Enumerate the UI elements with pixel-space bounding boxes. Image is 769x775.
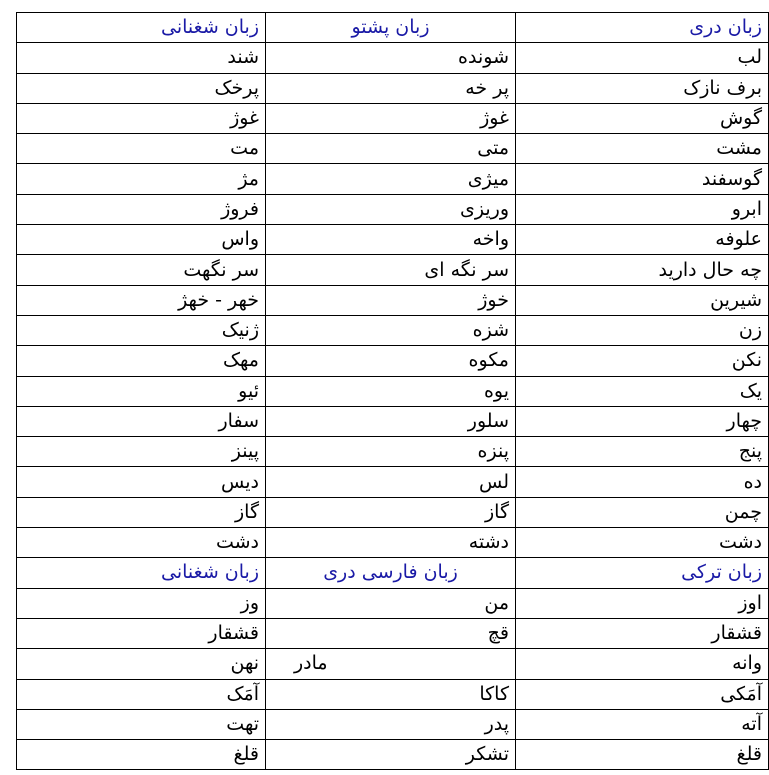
word-text: وز xyxy=(240,591,259,614)
word-cell xyxy=(17,134,266,164)
word-cell xyxy=(516,467,769,497)
word-text: یوه xyxy=(483,379,509,402)
word-cell xyxy=(516,346,769,376)
word-text: غوژ xyxy=(480,107,509,130)
word-cell xyxy=(266,73,516,103)
word-cell xyxy=(266,467,516,497)
word-cell xyxy=(17,376,266,406)
word-cell xyxy=(266,346,516,376)
word-cell xyxy=(266,103,516,133)
word-cell xyxy=(516,73,769,103)
column-header-text: زبان شغنانی xyxy=(161,561,259,584)
word-text: سلور xyxy=(467,410,509,432)
word-cell xyxy=(266,164,516,194)
word-text: ابرو xyxy=(731,197,762,220)
section2-table-row xyxy=(17,649,769,679)
section1-table-row xyxy=(17,497,769,527)
word-text: قچ xyxy=(487,622,509,645)
word-cell xyxy=(516,618,769,648)
word-cell xyxy=(516,134,769,164)
word-cell xyxy=(17,194,266,224)
section1-table-row xyxy=(17,255,769,285)
word-text: پر خه xyxy=(465,76,509,99)
section1-table-row xyxy=(17,315,769,345)
word-cell xyxy=(266,709,516,739)
word-text: نهن xyxy=(230,652,259,675)
word-text: تهت xyxy=(226,712,259,735)
word-cell xyxy=(17,740,266,770)
word-text: قشقار xyxy=(711,622,762,645)
word-text: شونده xyxy=(458,46,509,69)
word-text: خوژ xyxy=(478,288,509,311)
word-cell xyxy=(17,225,266,255)
word-cell xyxy=(266,437,516,467)
word-cell xyxy=(266,740,516,770)
word-text: واس xyxy=(221,228,259,251)
word-cell xyxy=(266,588,516,618)
column-header-cell xyxy=(17,13,266,43)
word-text: ده xyxy=(743,470,762,493)
word-cell xyxy=(266,285,516,315)
column-header-cell xyxy=(266,13,516,43)
word-text: مت xyxy=(230,137,259,160)
section1-table-row xyxy=(17,346,769,376)
section2-table-row xyxy=(17,740,769,770)
word-text: سر نگهت xyxy=(183,258,259,281)
word-text: وریزی xyxy=(460,197,509,220)
column-header-text: زبان ترکی xyxy=(681,561,762,584)
word-text: یک xyxy=(739,379,762,402)
word-cell xyxy=(516,164,769,194)
section1-table-row xyxy=(17,103,769,133)
vocabulary-table xyxy=(16,12,769,770)
word-text: دشته xyxy=(468,531,509,554)
word-text: دیس xyxy=(221,470,259,493)
section2-table-row xyxy=(17,709,769,739)
word-text: برف نازک xyxy=(683,76,762,99)
mother-note-text: مادر xyxy=(294,652,328,675)
word-text: شند xyxy=(227,46,259,69)
word-cell xyxy=(266,43,516,73)
word-text: مکوه xyxy=(468,349,509,372)
section1-table-row xyxy=(17,164,769,194)
word-text: پنج xyxy=(738,440,762,463)
word-cell xyxy=(17,679,266,709)
word-cell xyxy=(516,103,769,133)
column-header-cell xyxy=(516,13,769,43)
word-text: وانه xyxy=(732,652,762,675)
word-cell xyxy=(17,346,266,376)
word-text: نکن xyxy=(731,349,762,372)
word-cell xyxy=(266,497,516,527)
word-text: غوژ xyxy=(230,107,259,130)
word-text: مشت xyxy=(716,137,762,160)
word-text: چه حال دارید xyxy=(658,258,762,281)
word-text: لس xyxy=(478,470,509,493)
word-cell xyxy=(516,406,769,436)
word-text: پینز xyxy=(231,440,259,463)
word-cell xyxy=(17,255,266,285)
word-text: قلغ xyxy=(736,743,762,766)
word-cell xyxy=(17,588,266,618)
word-cell xyxy=(516,376,769,406)
word-cell xyxy=(17,709,266,739)
column-header-text: زبان فارسی دری xyxy=(323,561,458,584)
word-text: گاز xyxy=(484,500,509,523)
section1-table-row xyxy=(17,437,769,467)
column-header-text: زبان دری xyxy=(689,16,762,39)
section1-table-row xyxy=(17,467,769,497)
word-text: اوز xyxy=(738,591,762,614)
section1-table-row xyxy=(17,134,769,164)
word-cell xyxy=(516,194,769,224)
word-cell xyxy=(516,315,769,345)
word-text: آمَکی xyxy=(720,682,762,705)
word-text: تشکر xyxy=(465,743,509,766)
column-header-cell xyxy=(516,558,769,588)
word-cell xyxy=(17,43,266,73)
word-cell xyxy=(516,649,769,679)
word-text: گوش xyxy=(719,107,762,130)
word-text: شیرین xyxy=(710,288,762,311)
word-cell xyxy=(17,467,266,497)
word-text: من xyxy=(484,591,509,614)
word-text: دشت xyxy=(215,531,259,554)
section1-table-row xyxy=(17,194,769,224)
word-cell xyxy=(17,73,266,103)
word-text: سر نگه ای xyxy=(424,258,509,281)
word-cell xyxy=(516,740,769,770)
word-text: مهک xyxy=(223,349,259,372)
word-cell xyxy=(266,679,516,709)
section1-table-row xyxy=(17,376,769,406)
word-cell xyxy=(17,285,266,315)
word-cell xyxy=(17,649,266,679)
word-text: قلغ xyxy=(233,743,259,766)
word-cell xyxy=(516,528,769,558)
word-text: پنزه xyxy=(477,440,509,463)
vocabulary-sheet xyxy=(16,12,762,769)
word-cell xyxy=(17,618,266,648)
word-cell xyxy=(17,103,266,133)
word-text: پدر xyxy=(484,712,509,735)
word-cell xyxy=(516,709,769,739)
word-cell xyxy=(17,497,266,527)
word-text: دشت xyxy=(718,531,762,554)
word-text: مژ xyxy=(238,167,259,190)
word-cell xyxy=(17,528,266,558)
word-cell xyxy=(516,285,769,315)
section1-table-row xyxy=(17,285,769,315)
word-cell xyxy=(266,194,516,224)
word-text: آته xyxy=(741,712,762,735)
word-text: لب xyxy=(737,46,762,69)
vocabulary-table-body xyxy=(17,13,769,770)
word-text: متی xyxy=(477,137,509,160)
word-text: سفار xyxy=(218,410,259,432)
word-cell xyxy=(266,255,516,285)
section1-table-row xyxy=(17,528,769,558)
column-header-text: زبان پشتو xyxy=(351,16,430,39)
word-text: میژی xyxy=(467,167,509,190)
word-text: آمَک xyxy=(226,682,259,705)
word-cell xyxy=(266,406,516,436)
section2-table-row xyxy=(17,588,769,618)
section1-table-row xyxy=(17,225,769,255)
word-text: گوسفند xyxy=(701,167,762,190)
word-cell xyxy=(17,164,266,194)
word-cell xyxy=(17,437,266,467)
word-text: ئیو xyxy=(238,379,259,402)
word-text: چمن xyxy=(724,500,762,523)
word-cell xyxy=(266,225,516,255)
word-cell xyxy=(17,406,266,436)
word-cell xyxy=(17,315,266,345)
word-text: فروژ xyxy=(221,197,259,220)
section1-table-row xyxy=(17,406,769,436)
column-header-text: زبان شغنانی xyxy=(161,16,259,39)
word-text: کاکا xyxy=(479,682,509,705)
word-text: خهر - خهژ xyxy=(178,288,259,311)
section1-table-row xyxy=(17,43,769,73)
word-cell xyxy=(516,437,769,467)
word-cell xyxy=(266,376,516,406)
column-header-cell xyxy=(17,558,266,588)
word-text: شزه xyxy=(472,319,509,342)
word-cell xyxy=(266,315,516,345)
column-header-cell xyxy=(266,558,516,588)
word-cell xyxy=(266,618,516,648)
word-text: واخه xyxy=(472,228,509,251)
section2-table-row xyxy=(17,618,769,648)
word-cell xyxy=(516,43,769,73)
word-cell xyxy=(516,679,769,709)
word-text: پرخک xyxy=(214,76,259,99)
word-cell xyxy=(516,497,769,527)
word-text: چهار xyxy=(726,410,762,432)
word-cell xyxy=(516,225,769,255)
word-text: علوفه xyxy=(715,228,762,251)
word-cell xyxy=(516,255,769,285)
section2-table-row xyxy=(17,679,769,709)
word-text: گاز xyxy=(234,500,259,523)
word-text: زن xyxy=(738,319,762,342)
section2-header-row xyxy=(17,558,769,588)
word-text: ژنیک xyxy=(221,319,259,342)
word-cell xyxy=(266,134,516,164)
section1-table-row xyxy=(17,73,769,103)
word-text: قشقار xyxy=(208,622,259,645)
section1-header-row xyxy=(17,13,769,43)
word-cell xyxy=(266,649,516,679)
word-cell xyxy=(266,528,516,558)
word-cell xyxy=(516,588,769,618)
